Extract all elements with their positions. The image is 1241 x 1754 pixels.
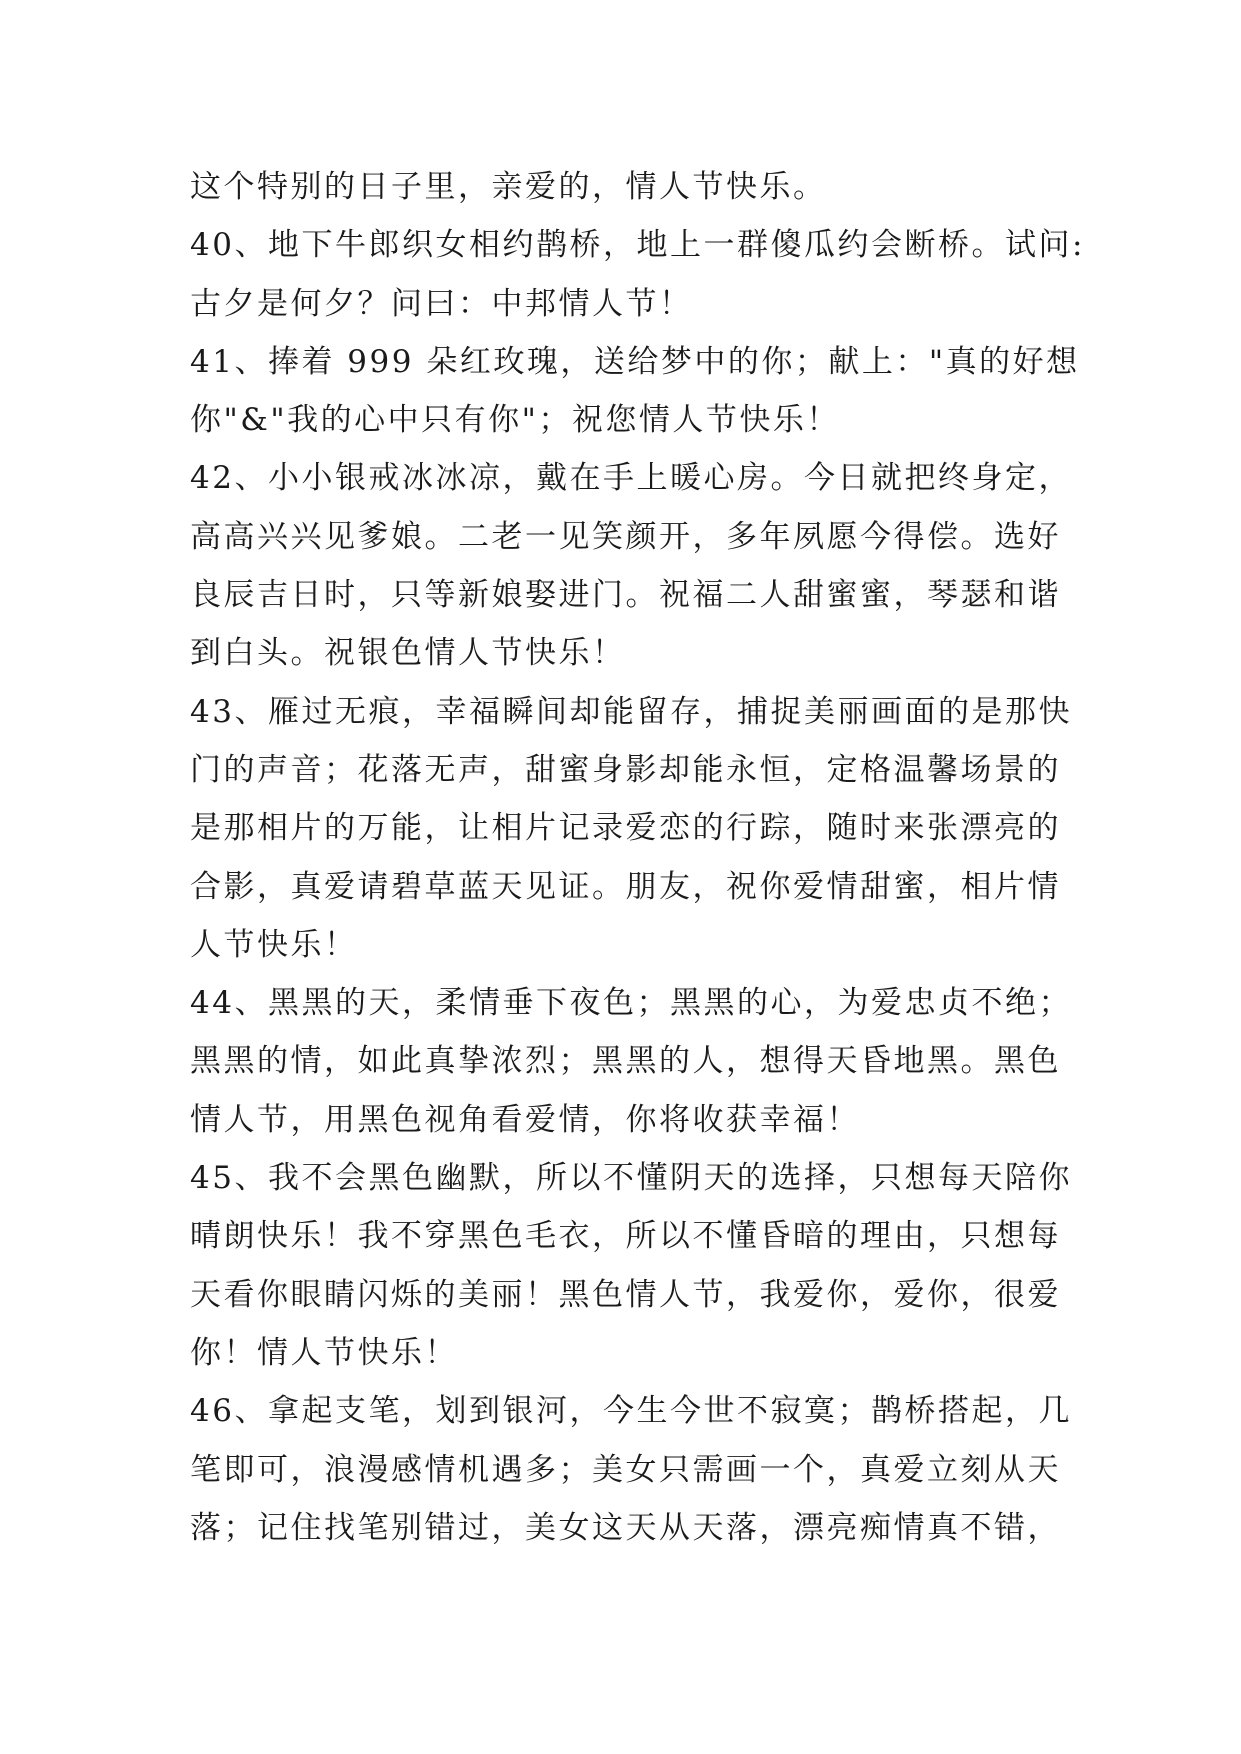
text-line: 到白头。祝银色情人节快乐！ — [190, 635, 626, 672]
text-line: 你！情人节快乐！ — [190, 1334, 458, 1371]
text-line: 良辰吉日时，只等新娘娶进门。祝福二人甜蜜蜜，琴瑟和谐 — [190, 577, 1061, 614]
text-line: 是那相片的万能，让相片记录爱恋的行踪，随时来张漂亮的 — [190, 810, 1061, 847]
text-line: 42、小小银戒冰冰凉，戴在手上暖心房。今日就把终身定， — [190, 460, 1072, 497]
text-line: 人节快乐！ — [190, 926, 358, 963]
text-line: 门的声音；花落无声，甜蜜身影却能永恒，定格温馨场景的 — [190, 751, 1061, 788]
text-line: 你"&"我的心中只有你"；祝您情人节快乐！ — [190, 402, 840, 439]
text-line: 晴朗快乐！我不穿黑色毛衣，所以不懂昏暗的理由，只想每 — [190, 1218, 1061, 1255]
document-body — [190, 158, 1090, 1557]
text-line: 落；记住找笔别错过，美女这天从天落，漂亮痴情真不错， — [190, 1509, 1061, 1546]
text-line: 40、地下牛郎织女相约鹊桥，地上一群傻瓜约会断桥。试问: — [190, 227, 1085, 264]
text-line: 合影，真爱请碧草蓝天见证。朋友，祝你爱情甜蜜，相片情 — [190, 868, 1061, 905]
text-line: 笔即可，浪漫感情机遇多；美女只需画一个，真爱立刻从天 — [190, 1451, 1061, 1488]
text-line: 44、黑黑的天，柔情垂下夜色；黑黑的心，为爱忠贞不绝； — [190, 985, 1072, 1022]
text-line: 这个特别的日子里，亲爱的，情人节快乐。 — [190, 169, 827, 205]
text-line: 黑黑的情，如此真挚浓烈；黑黑的人，想得天昏地黑。黑色 — [190, 1043, 1061, 1080]
text-line: 46、拿起支笔，划到银河，今生今世不寂寞；鹊桥搭起，几 — [190, 1393, 1072, 1430]
text-line: 43、雁过无痕，幸福瞬间却能留存，捕捉美丽画面的是那快 — [190, 693, 1072, 730]
text-line: 天看你眼睛闪烁的美丽！黑色情人节，我爱你，爱你，很爱 — [190, 1276, 1061, 1313]
text-line: 45、我不会黑色幽默，所以不懂阴天的选择，只想每天陪你 — [190, 1160, 1072, 1197]
text-line: 高高兴兴见爹娘。二老一见笑颜开，多年夙愿今得偿。选好 — [190, 518, 1061, 555]
text-line: 古夕是何夕？问曰：中邦情人节！ — [190, 285, 693, 322]
text-line: 41、捧着 999 朵红玫瑰，送给梦中的你；献上："真的好想 — [190, 343, 1080, 380]
text-line: 情人节，用黑色视角看爱情，你将收获幸福！ — [190, 1101, 860, 1138]
